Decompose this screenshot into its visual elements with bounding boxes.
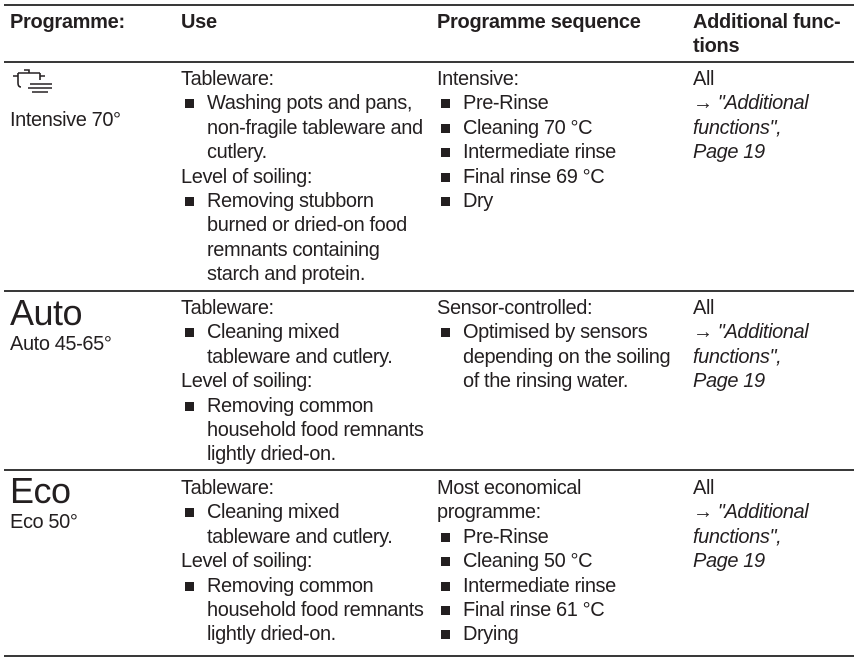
header-additional-line1: Additional func- xyxy=(693,11,841,33)
arrow-right-icon: → xyxy=(693,321,713,344)
additional-all: All xyxy=(693,297,715,319)
sequence-cell-eco xyxy=(437,476,637,647)
programme-symbol-auto: Auto xyxy=(10,292,83,333)
link-text[interactable]: "Additional functions", xyxy=(693,92,809,139)
programme-cell-eco xyxy=(10,472,170,534)
tableware-item: Washing pots and pans, non-fragile tableware and cutlery. xyxy=(181,91,431,164)
arrow-right-icon: → xyxy=(693,501,713,524)
page-reference[interactable]: Page 19 xyxy=(693,550,765,573)
tableware-label: Tableware: xyxy=(181,297,274,319)
sequence-step: Cleaning 50 °C xyxy=(437,549,637,573)
header-programme-sequence: Programme sequence xyxy=(437,11,641,33)
sequence-cell-auto xyxy=(437,296,683,394)
sequence-step: Dry xyxy=(437,189,687,213)
additional-functions-link[interactable] xyxy=(693,500,843,549)
row-rule xyxy=(4,469,854,471)
table-bottom-rule xyxy=(4,655,854,657)
sequence-step: Pre-Rinse xyxy=(437,525,637,549)
header-programme: Programme: xyxy=(10,11,125,33)
additional-cell-auto xyxy=(693,296,843,394)
pot-and-plates-icon xyxy=(10,67,56,95)
additional-cell-intensive xyxy=(693,67,843,165)
programme-cell-auto xyxy=(10,294,170,356)
programme-name: Auto 45-65° xyxy=(10,333,112,355)
table-top-rule xyxy=(4,4,854,6)
sequence-step: Final rinse 69 °C xyxy=(437,165,687,189)
link-text[interactable]: "Additional functions", xyxy=(693,321,809,368)
tableware-item: Cleaning mixed tableware and cutlery. xyxy=(181,500,397,549)
soiling-item: Removing stubborn burned or dried-on food remnants containing starch and protein. xyxy=(181,189,431,287)
programme-cell-intensive xyxy=(10,67,170,132)
tableware-label: Tableware: xyxy=(181,477,274,499)
programme-name: Intensive 70° xyxy=(10,109,121,131)
row-rule xyxy=(4,290,854,292)
link-text[interactable]: "Additional functions", xyxy=(693,501,809,548)
additional-all: All xyxy=(693,68,715,90)
tableware-item: Cleaning mixed tableware and cutlery. xyxy=(181,320,397,369)
use-cell-intensive xyxy=(181,67,431,287)
header-additional-functions xyxy=(693,10,840,58)
page-reference[interactable]: Page 19 xyxy=(693,141,765,164)
additional-functions-link[interactable] xyxy=(693,91,843,140)
sequence-step: Drying xyxy=(437,622,637,646)
sequence-step: Intermediate rinse xyxy=(437,140,687,164)
sequence-step: Optimised by sensors depending on the soiling of the rinsing water. xyxy=(437,320,683,393)
use-cell-eco xyxy=(181,476,431,647)
header-additional-line2: tions xyxy=(693,35,740,57)
header-bottom-rule xyxy=(4,61,854,63)
sequence-step: Cleaning 70 °C xyxy=(437,116,687,140)
additional-all: All xyxy=(693,477,715,499)
soiling-item: Removing common household food remnants lightly dried-on. xyxy=(181,574,431,647)
sequence-intro: Intensive: xyxy=(437,68,519,90)
sequence-step: Pre-Rinse xyxy=(437,91,687,115)
sequence-step: Intermediate rinse xyxy=(437,574,637,598)
arrow-right-icon: → xyxy=(693,92,713,115)
programme-name: Eco 50° xyxy=(10,511,78,533)
header-use: Use xyxy=(181,11,217,33)
additional-functions-link[interactable] xyxy=(693,320,843,369)
programme-symbol-eco: Eco xyxy=(10,470,71,511)
sequence-intro: Most economical programme: xyxy=(437,477,582,524)
additional-cell-eco xyxy=(693,476,843,574)
soiling-label: Level of soiling: xyxy=(181,550,313,573)
sequence-step: Final rinse 61 °C xyxy=(437,598,637,622)
sequence-cell-intensive xyxy=(437,67,687,213)
tableware-label: Tableware: xyxy=(181,68,274,90)
use-cell-auto xyxy=(181,296,431,467)
sequence-intro: Sensor-controlled: xyxy=(437,297,593,319)
soiling-label: Level of soiling: xyxy=(181,370,313,393)
page-reference[interactable]: Page 19 xyxy=(693,370,765,393)
soiling-item: Removing common household food remnants lightly dried-on. xyxy=(181,394,431,467)
soiling-label: Level of soiling: xyxy=(181,165,313,188)
